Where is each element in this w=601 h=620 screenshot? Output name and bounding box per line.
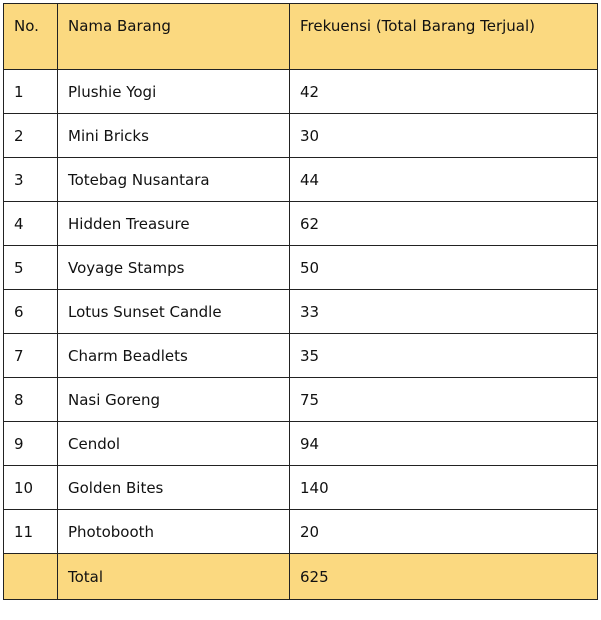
- cell-no: 10: [4, 466, 58, 510]
- cell-no: 6: [4, 290, 58, 334]
- cell-item-name: Nasi Goreng: [58, 378, 290, 422]
- cell-no: 7: [4, 334, 58, 378]
- cell-no: 3: [4, 158, 58, 202]
- cell-item-name: Hidden Treasure: [58, 202, 290, 246]
- cell-frequency: 42: [290, 70, 598, 114]
- cell-item-name: Golden Bites: [58, 466, 290, 510]
- cell-item-name: Mini Bricks: [58, 114, 290, 158]
- cell-item-name: Cendol: [58, 422, 290, 466]
- cell-item-name: Lotus Sunset Candle: [58, 290, 290, 334]
- cell-item-name: Totebag Nusantara: [58, 158, 290, 202]
- cell-no: 5: [4, 246, 58, 290]
- cell-frequency: 94: [290, 422, 598, 466]
- table-row: [4, 510, 598, 554]
- table-row: [4, 334, 598, 378]
- table-row: [4, 378, 598, 422]
- cell-frequency: 33: [290, 290, 598, 334]
- cell-no: 4: [4, 202, 58, 246]
- table-row: [4, 70, 598, 114]
- cell-item-name: Plushie Yogi: [58, 70, 290, 114]
- table-row: [4, 202, 598, 246]
- cell-item-name: Charm Beadlets: [58, 334, 290, 378]
- table-row: [4, 422, 598, 466]
- header-row: [4, 4, 598, 70]
- cell-frequency: 30: [290, 114, 598, 158]
- table-row: [4, 466, 598, 510]
- total-value: 625: [290, 554, 598, 600]
- cell-no: 1: [4, 70, 58, 114]
- sales-frequency-table-container: [3, 3, 598, 600]
- cell-item-name: Voyage Stamps: [58, 246, 290, 290]
- table-row: [4, 290, 598, 334]
- cell-frequency: 75: [290, 378, 598, 422]
- table-header: [4, 4, 598, 70]
- total-label: Total: [58, 554, 290, 600]
- cell-no: 2: [4, 114, 58, 158]
- cell-frequency: 62: [290, 202, 598, 246]
- table-footer: [4, 554, 598, 600]
- total-row: [4, 554, 598, 600]
- cell-no: 8: [4, 378, 58, 422]
- cell-frequency: 140: [290, 466, 598, 510]
- table-row: [4, 246, 598, 290]
- cell-item-name: Photobooth: [58, 510, 290, 554]
- cell-frequency: 20: [290, 510, 598, 554]
- cell-no: 11: [4, 510, 58, 554]
- header-no: No.: [4, 4, 58, 70]
- header-frequency: Frekuensi (Total Barang Terjual): [290, 4, 598, 70]
- header-item-name: Nama Barang: [58, 4, 290, 70]
- cell-no: 9: [4, 422, 58, 466]
- table-row: [4, 158, 598, 202]
- cell-frequency: 35: [290, 334, 598, 378]
- sales-frequency-table: [3, 3, 598, 600]
- cell-frequency: 44: [290, 158, 598, 202]
- table-row: [4, 114, 598, 158]
- total-no-cell: [4, 554, 58, 600]
- cell-frequency: 50: [290, 246, 598, 290]
- table-body: [4, 70, 598, 554]
